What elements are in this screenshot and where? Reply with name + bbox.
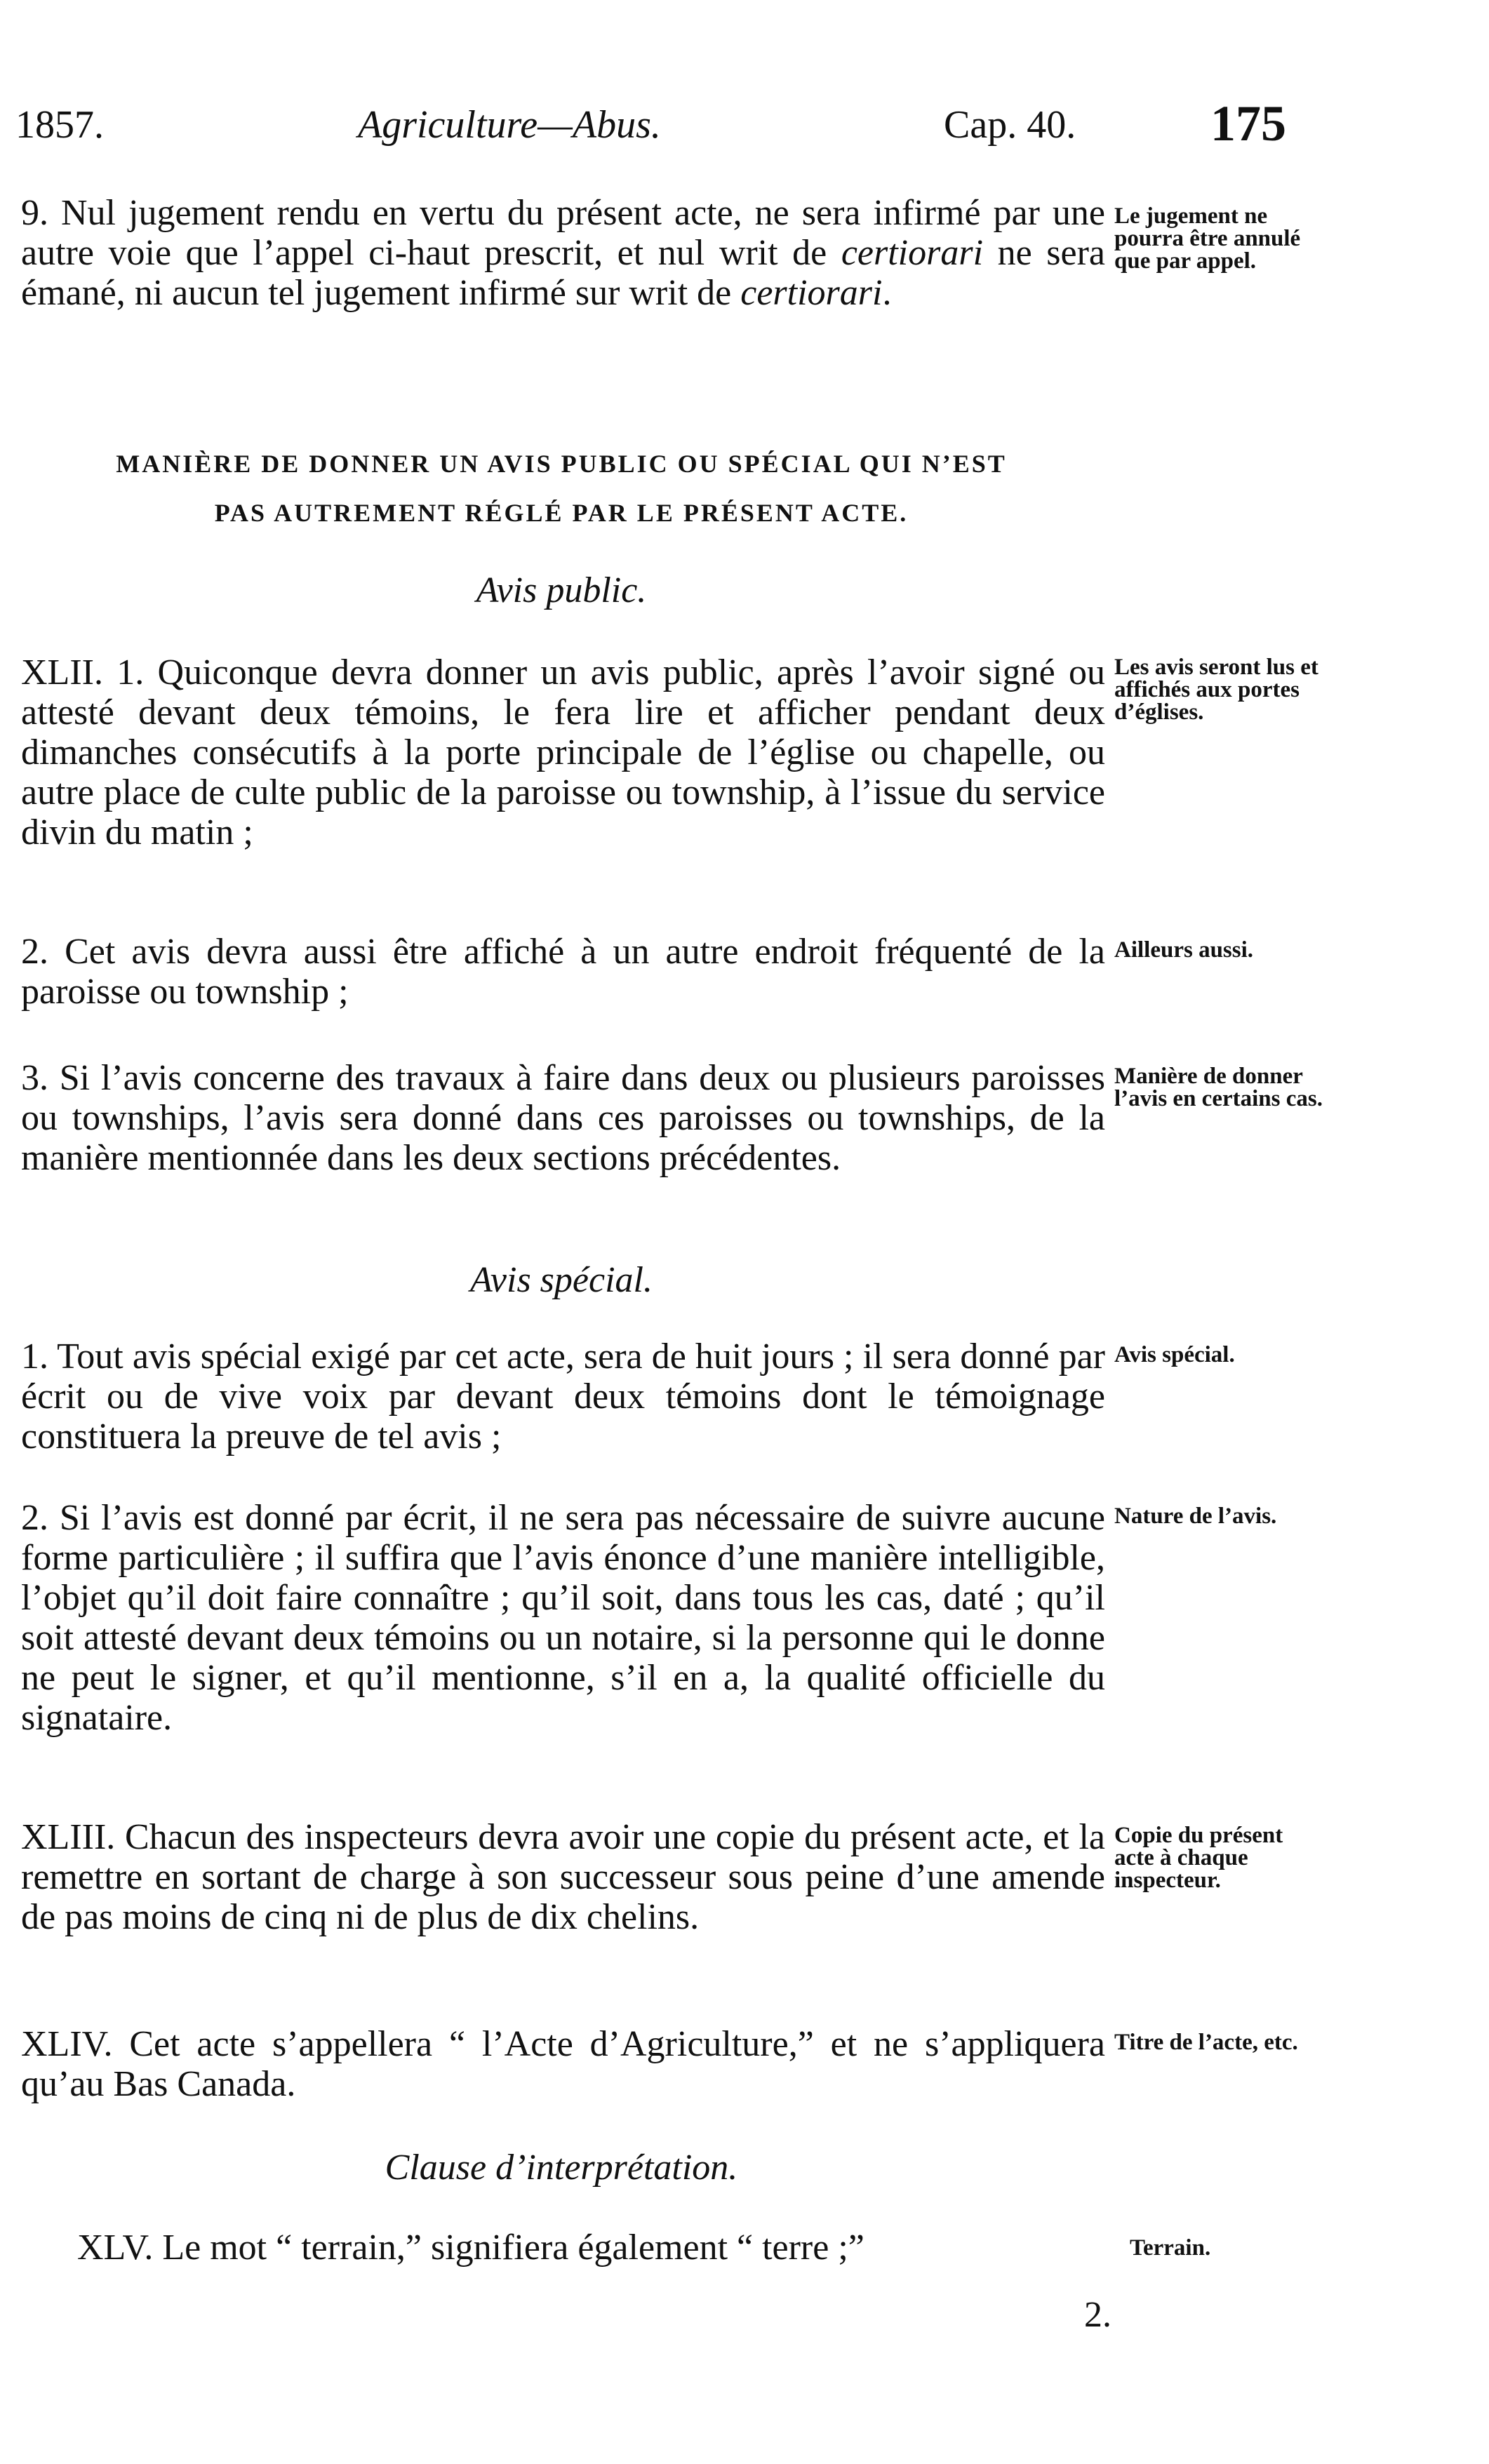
section-9-text-a: 9. Nul jugement rendu en vertu du présent acte, ne sera infirmé par une autre voie que l’appel ci-haut prescrit, et nul writ de xyxy=(21,193,1105,273)
section-9-paragraph xyxy=(21,193,1105,313)
margin-note-maniere: Manière de donner l’avis en certains cas. xyxy=(1114,1064,1323,1111)
margin-note-terrain: Terrain. xyxy=(1130,2235,1211,2261)
section-44-text: XLIV. Cet acte s’appellera “ l’Acte d’Agriculture,” et ne s’appliquera qu’au Bas Canada. xyxy=(21,2024,1105,2104)
interpretation-heading: Clause d’interprétation. xyxy=(385,2148,738,2188)
avis-special-2-paragraph xyxy=(21,1498,1105,1738)
section-45-text: XLV. Le mot “ terrain,” signifiera également “ terre ;” xyxy=(77,2228,864,2268)
margin-note-ailleurs: Ailleurs aussi. xyxy=(1114,937,1254,963)
header-chapter: Cap. 40. xyxy=(944,103,1076,147)
section-9-text-c: ne sera émané, ni aucun tel jugement infirmé sur writ de xyxy=(21,233,1106,313)
avis-special-1-paragraph xyxy=(21,1337,1105,1457)
section-heading-line-2: PAS AUTREMENT RÉGLÉ PAR LE PRÉSENT ACTE. xyxy=(214,499,909,527)
section-heading-line-1: MANIÈRE DE DONNER UN AVIS PUBLIC OU SPÉCIAL QUI N’EST xyxy=(116,450,1007,478)
section-9-text-e: . xyxy=(882,273,892,313)
section-43-text: XLIII. Chacun des inspecteurs devra avoir une copie du présent acte, et la remettre en sortant de charge à son successeur sous peine d’une amende de pas moins de cinq ni de plus de dix chelins. xyxy=(21,1817,1105,1937)
section-43-paragraph xyxy=(21,1817,1105,1937)
page-number: 175 xyxy=(1210,95,1286,152)
next-section-number: 2. xyxy=(1084,2295,1111,2335)
section-9-certiorari-1: certiorari xyxy=(841,233,984,273)
margin-note-jugement: Le jugement ne pourra être annulé que par appel. xyxy=(1114,203,1301,274)
margin-note-avis-affiches: Les avis seront lus et affichés aux portes d’églises. xyxy=(1114,655,1318,725)
section-44-paragraph xyxy=(21,2024,1105,2104)
avis-public-heading: Avis public. xyxy=(476,570,647,610)
margin-note-copie: Copie du présent acte à chaque inspecteur. xyxy=(1114,1823,1283,1893)
section-42-2-paragraph xyxy=(21,932,1105,1012)
avis-special-heading: Avis spécial. xyxy=(470,1260,653,1300)
margin-note-titre: Titre de l’acte, etc. xyxy=(1114,2030,1298,2055)
header-title: Agriculture—Abus. xyxy=(358,103,661,147)
avis-special-1-text: 1. Tout avis spécial exigé par cet acte, sera de huit jours ; il sera donné par écrit ou de vive voix par devant deux témoins dont le témoignage constituera la preuve de tel avis ; xyxy=(21,1337,1105,1457)
section-42-3-text: 3. Si l’avis concerne des travaux à faire dans deux ou plusieurs paroisses ou townships, l’avis sera donné dans ces paroisses ou townships, de la manière mentionnée dans les deux sections précédentes. xyxy=(21,1058,1105,1178)
section-42-3-paragraph xyxy=(21,1058,1105,1178)
margin-note-avis-special: Avis spécial. xyxy=(1114,1342,1235,1367)
section-9-certiorari-2: certiorari xyxy=(740,273,883,313)
section-42-2-text: 2. Cet avis devra aussi être affiché à un autre endroit fréquenté de la paroisse ou township ; xyxy=(21,932,1105,1012)
section-42-1-paragraph xyxy=(21,652,1105,852)
avis-special-2-text: 2. Si l’avis est donné par écrit, il ne sera pas nécessaire de suivre aucune forme particulière ; il suffira que l’avis énonce d’une manière intelligible, l’objet qu’il doit faire connaître ; qu’il soit, dans tous les cas, daté ; qu’il soit attesté devant deux témoins ou un notaire, si la personne qui le donne ne peut le signer, et qu’il mentionne, s’il en a, la qualité officielle du signataire. xyxy=(21,1498,1105,1738)
margin-note-nature: Nature de l’avis. xyxy=(1114,1504,1277,1529)
header-year: 1857. xyxy=(15,103,104,147)
section-42-1-text: XLII. 1. Quiconque devra donner un avis public, après l’avoir signé ou attesté devant deux témoins, le fera lire et afficher pendant deux dimanches consécutifs à la porte principale de l’église ou chapelle, ou autre place de culte public de la paroisse ou township, à l’issue du service divin du matin ; xyxy=(21,652,1105,852)
section-45-paragraph xyxy=(77,2228,1081,2268)
